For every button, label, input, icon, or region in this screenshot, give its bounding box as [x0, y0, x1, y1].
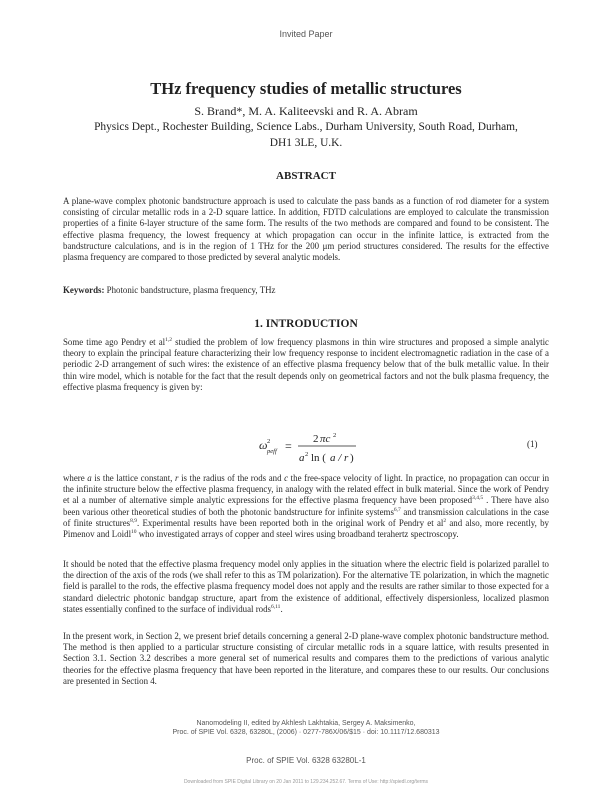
text-run: .: [280, 603, 283, 614]
authors: S. Brand*, M. A. Kaliteevski and R. A. Abram: [194, 104, 418, 118]
text-run: and also, more recently, by Pimenov and Loidl: [63, 517, 549, 540]
citation: 2: [443, 517, 447, 524]
svg-text:a: a: [299, 452, 305, 464]
keywords: [63, 285, 549, 296]
text-run: the free-space velocity of light. In practice, no propagation can occur in the infinite structure below the effective plasma frequency, in analogy with the related effect in bulk material. Since the work of Pendry et al a number of alternative simple analytic expressions for the effective plasma frequency have been proposed: [63, 473, 550, 506]
footer-citation-line-1: Nanomodeling II, edited by Akhlesh Lakhtakia, Sergey A. Maksimenko,: [196, 720, 416, 727]
svg-text:ln (: ln (: [311, 452, 326, 464]
intro-paragraph-3: [63, 559, 549, 615]
svg-text:peff: peff: [267, 448, 277, 455]
text-run: . Experimental results have been reported both in the original work of Pendry et al: [136, 517, 444, 528]
citation: 3,4,5: [472, 495, 484, 502]
abstract-text: A plane-wave complex photonic bandstructure approach is used to calculate the pass bands as a function of rod diameter for a system consisting of circular metallic rods in a 2-D square lattice. In addition, FDTD calculations are employed to calculate the transmission properties of a finite 6-layer structure of the same form. The results of the two methods are compared and found to be consistent. The effective plasma frequency, the lowest frequency at which propagation can occur in the infinite lattice, is extracted from the bandstructure calculations, and is in the region of 1 THz for the 200 μm period structures considered. The results for the effective plasma frequency are compared to those predicted by several analytic models.: [63, 196, 549, 263]
intro-paragraph-4: In the present work, in Section 2, we present brief details concerning a general 2-D plane-wave complex photonic bandstructure method. The method is then applied to a particular structure consisting of circular metallic rods in a square lattice, with results presented in Section 3.1. Section 3.2 describes a more general set of numerical results and compares them to the predictions of various analytic theories for the effective plasma frequency that have been reported in the literature, and compares these to our results. Our conclusions are presented in Section 4.: [63, 631, 549, 686]
text-run: is the radius of the rods and: [178, 473, 285, 483]
citation: 1,2: [165, 337, 173, 343]
svg-text:πc: πc: [320, 433, 331, 445]
text-run: Some time ago Pendry et al: [63, 337, 166, 347]
intro-paragraph-1: [63, 337, 549, 393]
keywords-text: Photonic bandstructure, plasma frequency, THz: [106, 285, 276, 295]
keywords-label: Keywords:: [63, 285, 105, 295]
text-run: It should be noted that the effective plasma frequency model only applies in the situation where the electric field is polarized parallel to the direction of the axis of the rods (we shall refer to this as TM polarization). For the alternative TE polarization, in which the magnetic field is parallel to the rods, the effective plasma frequency model does not apply and the results are rather similar to those expected for a standard dielectric photonic bandgap structure, apart from the existence of additional, effectively dispersionless, localized plasmon states essentially confined to the surface of individual rods: [63, 559, 549, 614]
text-run: who investigated arrays of copper and steel wires using broadband terahertz spectroscopy.: [136, 529, 459, 540]
svg-text:ω: ω: [259, 438, 268, 452]
svg-text:2: 2: [313, 433, 319, 445]
symbol-r: r: [175, 473, 179, 483]
svg-text:=: =: [285, 439, 292, 453]
citation: 6,11: [271, 603, 281, 610]
text-run: is the lattice constant,: [91, 473, 176, 483]
svg-text:a / r: a / r: [330, 452, 349, 464]
proc-page-label: Proc. of SPIE Vol. 6328 63280L-1: [246, 756, 366, 765]
citation: 10: [131, 529, 137, 536]
equation-number: (1): [527, 439, 538, 449]
citation: 8,9: [130, 517, 137, 524]
equation-formula: [0, 430, 612, 468]
affiliation-line-1: Physics Dept., Rochester Building, Science Labs., Durham University, South Road, Durham,: [94, 121, 518, 133]
paper-title: THz frequency studies of metallic structures: [150, 79, 462, 98]
svg-text:): ): [350, 452, 354, 464]
equation-1: [0, 430, 612, 468]
section-heading-introduction: 1. INTRODUCTION: [254, 318, 358, 330]
svg-text:2: 2: [305, 451, 309, 458]
text-run: . There have also been various other theoretical studies of both the photonic bandstructure for infinite systems: [63, 495, 549, 517]
invited-paper-label: Invited Paper: [279, 29, 333, 39]
text-run: studied the problem of low frequency plasmons in thin wire structures and proposed a simple analytic theory to explain the principal feature characterizing their low frequency response to incident electromagnetic radiation in the case of a periodic 2-D arrangement of such wires: the existence of an effective plasma frequency below that of the bulk metallic value. In their thin wire model, which is notable for the fact that the result depends only on geometrical factors and not the bulk plasma frequency, the effective plasma frequency is given by:: [63, 337, 550, 392]
citation: 6,7: [393, 506, 401, 513]
affiliation-line-2: DH1 3LE, U.K.: [269, 137, 343, 149]
text-run: where: [63, 473, 88, 483]
intro-paragraph-2: [63, 473, 549, 540]
symbol-a: a: [87, 473, 92, 483]
text-run: and transmission calculations in the case of finite structures: [63, 506, 549, 528]
abstract-heading: ABSTRACT: [276, 170, 336, 182]
svg-text:2: 2: [267, 438, 271, 445]
symbol-c: c: [284, 473, 289, 483]
download-notice: Downloaded from SPIE Digital Library on 20 Jan 2011 to 129.234.252.67. Terms of Use: http://spiedl.org/terms: [183, 779, 429, 785]
svg-text:2: 2: [333, 432, 337, 439]
footer-citation-line-2: Proc. of SPIE Vol. 6328, 63280L, (2006) · 0277-786X/06/$15 · doi: 10.1117/12.680313: [172, 729, 440, 736]
